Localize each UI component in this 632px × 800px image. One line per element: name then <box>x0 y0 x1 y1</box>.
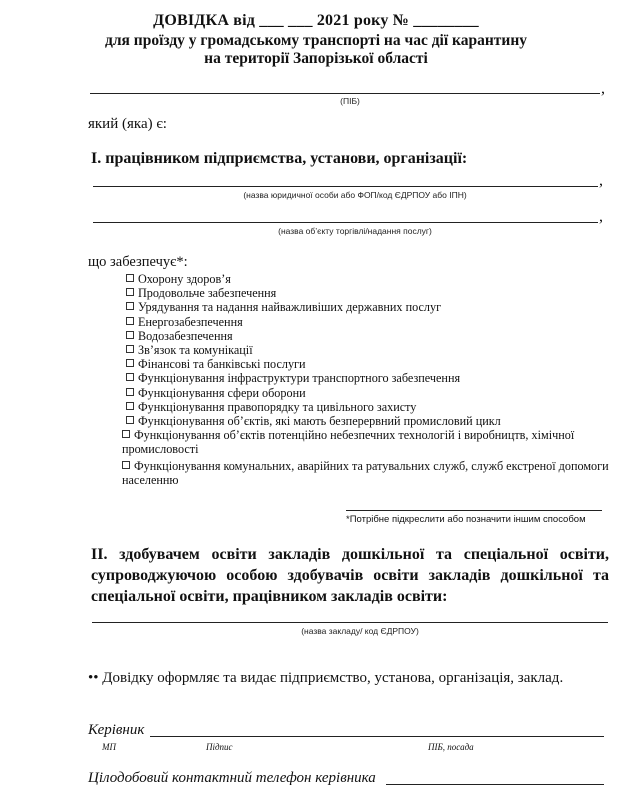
object-caption: (назва об’єкту торгівлі/надання послуг) <box>278 226 432 236</box>
pib-caption: (ПІБ) <box>340 96 360 106</box>
sector-option[interactable]: Енергозабезпечення <box>126 315 616 329</box>
institution-caption: (назва закладу/ код ЄДРПОУ) <box>301 626 419 636</box>
object-comma: , <box>599 208 603 225</box>
checkbox-icon[interactable] <box>122 461 130 469</box>
footnote: *Потрібне підкреслити або позначити іншим способом <box>346 514 586 525</box>
sector-option[interactable]: Охорону здоров’я <box>126 272 616 286</box>
sector-option[interactable]: Функціонування сфери оборони <box>126 386 616 400</box>
stamp-caption: МП <box>102 742 116 752</box>
checkbox-icon[interactable] <box>126 302 134 310</box>
sector-option[interactable]: Функціонування комунальних, аварійних та ратувальних служб, служб екстреної допомоги населенню <box>122 458 609 487</box>
sector-option[interactable]: Водозабезпечення <box>126 329 616 343</box>
footnote-divider <box>346 510 602 511</box>
institution-fill-line[interactable] <box>92 622 608 623</box>
head-signature-line[interactable] <box>150 736 604 737</box>
section2-heading: ІІ. здобувачем освіти закладів дошкільної та спеціальної освіти, супроводжуючою особою здобувачів освіти закладів дошкільної та спеціальної освіти, працівником закладів освіти: <box>91 546 609 605</box>
phone-fill-line[interactable] <box>386 784 604 785</box>
issuance-note: •• Довідку оформляє та видає підприємство, установа, організація, заклад. <box>88 670 564 686</box>
sector-option[interactable]: Фінансові та банківські послуги <box>126 357 616 371</box>
sector-option[interactable]: Зв’язок та комунікації <box>126 343 616 357</box>
checkbox-icon[interactable] <box>126 274 134 282</box>
document-title: ДОВІДКА від ___ ___ 2021 року № ________ <box>153 12 479 29</box>
pib-fill-line[interactable] <box>90 93 600 94</box>
checkbox-icon[interactable] <box>122 430 130 438</box>
head-label: Керівник <box>88 722 145 738</box>
checkbox-icon[interactable] <box>126 416 134 424</box>
checkbox-icon[interactable] <box>126 388 134 396</box>
checkbox-icon[interactable] <box>126 317 134 325</box>
sign-caption: Підпис <box>206 742 233 752</box>
provides-label: що забезпечує*: <box>88 254 188 270</box>
sector-options-list <box>122 272 616 487</box>
checkbox-icon[interactable] <box>126 345 134 353</box>
checkbox-icon[interactable] <box>126 288 134 296</box>
sector-option[interactable]: Функціонування об’єктів потенційно небезпечних технологій і виробництв, хімічної промисловості <box>122 428 575 457</box>
document-subtitle: для проїзду у громадському транспорті на час дії карантину <box>104 32 528 49</box>
entity-fill-line[interactable] <box>93 186 598 187</box>
entity-comma: , <box>599 172 603 189</box>
checkbox-icon[interactable] <box>126 331 134 339</box>
checkbox-icon[interactable] <box>126 359 134 367</box>
document-region: на території Запорізької області <box>204 50 428 67</box>
checkbox-icon[interactable] <box>126 373 134 381</box>
phone-label: Цілодобовий контактний телефон керівника <box>88 770 376 786</box>
section1-heading: І. працівником підприємства, установи, організації: <box>91 150 468 167</box>
sector-option[interactable]: Функціонування об’єктів, які мають безперервний промисловий цикл <box>126 414 616 428</box>
object-fill-line[interactable] <box>93 222 598 223</box>
is-label: який (яка) є: <box>88 116 167 132</box>
pib-position-caption: ПІБ, посада <box>428 742 474 752</box>
checkbox-icon[interactable] <box>126 402 134 410</box>
pib-comma: , <box>601 80 605 97</box>
sector-option[interactable]: Функціонування правопорядку та цивільного захисту <box>126 400 616 414</box>
sector-option[interactable]: Функціонування інфраструктури транспортного забезпечення <box>126 371 616 385</box>
sector-option[interactable]: Урядування та надання найважливіших державних послуг <box>126 300 616 314</box>
entity-caption: (назва юридичної особи або ФОП/код ЄДРПОУ або ІПН) <box>243 190 467 200</box>
sector-option[interactable]: Продовольче забезпечення <box>126 286 616 300</box>
